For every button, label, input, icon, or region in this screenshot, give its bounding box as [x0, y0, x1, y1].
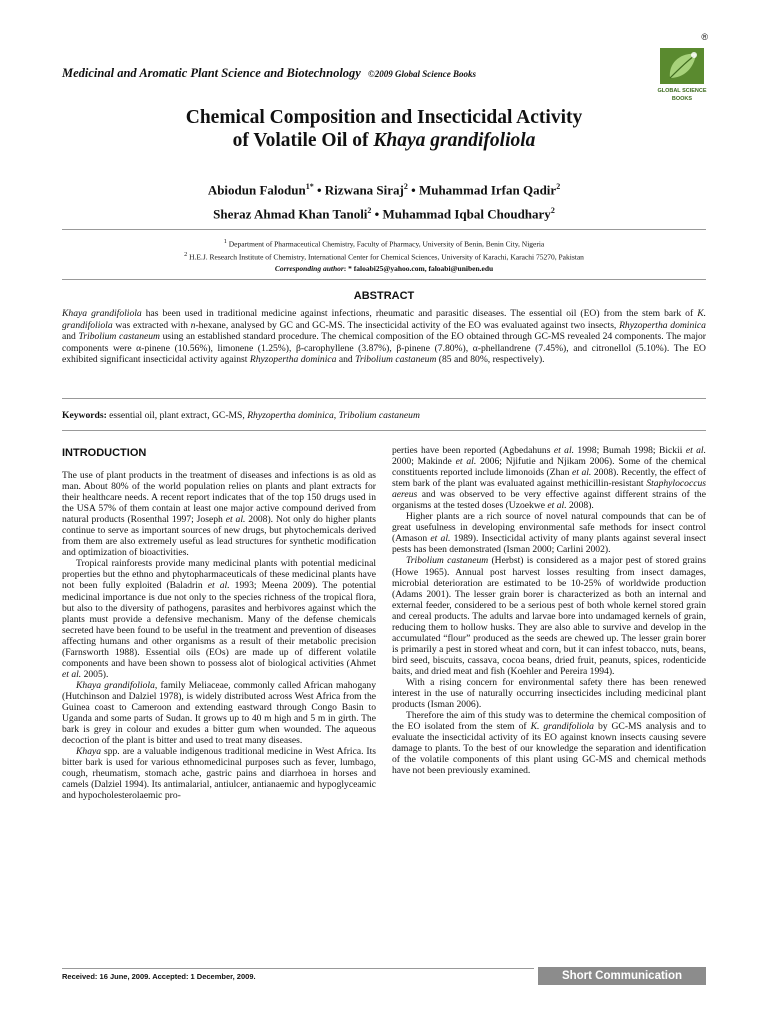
- logo-emblem: [660, 48, 704, 84]
- text-run: The use of plant products in the treatment of diseases and infections is as old as man. About 80% of the world population relies on plants and plant extracts for their healthcare needs. A recent report indicates that of the top 150 drugs used in the USA 57% of them contain at least one major active compound derived from natural products (Rosenthal 1997; Joseph: [62, 470, 376, 526]
- text-run: perties have been reported (Agbedahuns: [392, 445, 554, 456]
- italic-text: Tribolium castaneum: [355, 354, 437, 365]
- author-name: Rizwana Siraj: [324, 182, 404, 198]
- paragraph: [392, 710, 706, 776]
- text-run: ,: [333, 410, 339, 421]
- article-type-badge: Short Communication: [538, 967, 706, 985]
- text-run: 2000; Makinde: [392, 456, 456, 468]
- journal-copyright: ©2009 Global Science Books: [367, 69, 476, 79]
- paragraph: [392, 445, 706, 511]
- italic-text: Staphylococcus aereus: [392, 478, 706, 501]
- author-line-1: [60, 176, 708, 200]
- paragraph: [62, 558, 376, 680]
- italic-text: Tribolium castaneum: [78, 331, 160, 342]
- registered-mark: ®: [701, 32, 708, 42]
- keywords-label: Keywords:: [62, 410, 107, 421]
- text-run: by GC-MS analysis and to evaluate the insecticidal activity of its EO against known insects causing severe damage to plants. To the best of our knowledge the separation and identification of the volatile components of this plant using GC-MS and chemical methods have not been previously examined.: [392, 721, 706, 777]
- affiliation-number: 1: [223, 238, 227, 245]
- italic-text: et al.: [572, 467, 592, 479]
- italic-text: Tribolium castaneum: [338, 410, 420, 421]
- affiliation-number: 2: [184, 251, 188, 258]
- title-line-2: [60, 129, 708, 152]
- text-run: 2008).: [566, 500, 594, 512]
- text-run: Therefore the aim of this study was to determine the chemical composition of the EO isolated from the stem of: [392, 710, 706, 733]
- italic-text: Khaya: [76, 746, 102, 758]
- header-divider: [62, 229, 706, 230]
- paragraph: [392, 555, 706, 677]
- title-line-1: Chemical Composition and Insecticidal Activity: [185, 107, 583, 128]
- text-run: using an established standard procedure. The chemical composition of the EO obtained through GC-MS revealed 24 components. The major components were α-pinene (10.56%), limonene (1.25%), β-carophyllene (3.87%), β-pinene (7.80%), α-phellandrene (7.45%), and citronellol (5.10%). The EO exhibited significant insecticidal activity against: [62, 331, 706, 365]
- author-affiliation-mark: 2: [403, 182, 408, 191]
- affiliation-2: [62, 249, 706, 264]
- abstract-body: [62, 308, 706, 366]
- logo-text-line1: GLOBAL SCIENCE: [657, 88, 707, 94]
- author-affiliation-mark: 2: [367, 206, 372, 216]
- text-run: and: [336, 354, 356, 365]
- italic-text: Khaya grandifoliola: [62, 308, 142, 319]
- keywords: [62, 410, 706, 421]
- author-name: Muhammad Irfan Qadir: [418, 182, 557, 198]
- text-run: essential oil, plant extract, GC-MS,: [106, 410, 248, 421]
- italic-text: et al.: [62, 668, 82, 680]
- italic-text: n: [190, 319, 196, 331]
- leaf-icon: [660, 48, 704, 84]
- keywords-list: [107, 410, 420, 421]
- text-run: and was observed to be very effective against different strains of the organisms at the tested doses (Uzoekwe: [392, 489, 706, 512]
- body-divider: [62, 430, 706, 431]
- italic-text: et al.: [685, 445, 706, 456]
- title-line-2-prefix: of Volatile Oil of: [232, 130, 374, 151]
- text-run: 2008). Recently, the effect of stem bark of the plant was evaluated against methicillin-resistant: [392, 467, 707, 490]
- abstract-heading: ABSTRACT: [353, 290, 415, 302]
- author-separator: •: [371, 206, 383, 222]
- affiliation-text: H.E.J. Research Institute of Chemistry, International Center for Chemical Sciences, University of Karachi, Karachi 75270, Pakistan: [189, 252, 584, 262]
- text-run: (85 and 80%, respectively).: [436, 354, 545, 365]
- author-separator: •: [407, 182, 419, 198]
- italic-text: et al.: [207, 580, 230, 592]
- text-run: spp. are a valuable indigenous traditional medicine in West Africa. Its bitter bark is used for various ethnomedicinal purposes such as fever, lumbago, cough, rheumatism, stomach ache, gastric pains and diarrhoea in horses and camels (Dalziel 1994). Its antimalarial, antiulcer, antianaemic and hypoglyceamic and hypocholesterolaemic pro-: [62, 746, 376, 802]
- footer-divider: [62, 968, 534, 969]
- introduction-heading: INTRODUCTION: [62, 447, 147, 459]
- text-run: 2008). Not only do higher plants continue to serve as important sources of new drugs, but phytochemicals derived from them are also extremely useful as lead structures for synthetic modification and optimization of bioactivities.: [62, 514, 377, 559]
- italic-text: et al.: [430, 533, 451, 545]
- text-run: was extracted with: [112, 319, 191, 331]
- paragraph: [62, 746, 376, 801]
- text-run: , family Meliaceae, commonly called African mahogany (Hutchinson and Dalziel 1978), is widely distributed across West Africa from the Guinea coast to Cameroon and extending eastward through Congo Basin to Uganda and some parts of Sudan. It grows up to 40 m high and 5 m in girth. The bark is grey in colour and exudes a bitter gum when wounded. The aqueous decoction of the plant is bitter and used to treat many diseases.: [62, 679, 376, 747]
- corresponding-emails: : * faloabi25@yahoo.com, faloabi@uniben.edu: [343, 264, 494, 273]
- corresponding-author: [62, 264, 706, 273]
- text-run: With a rising concern for environmental safety there has been renewed interest in the use of naturally occurring insecticides including medicinal plant products (Isman 2006).: [392, 676, 706, 711]
- logo-text-line2: BOOKS: [671, 96, 693, 102]
- text-run: Higher plants are a rich source of novel natural compounds that can be of great usefulness in developing environmental safe methods for insect control (Amason: [392, 511, 706, 545]
- italic-text: et al.: [225, 514, 246, 526]
- body-column-right: [392, 445, 706, 776]
- author-name: Sheraz Ahmad Khan Tanoli: [213, 206, 368, 222]
- author-list: [60, 176, 708, 225]
- author-affiliation-mark: 2: [550, 206, 555, 216]
- italic-text: Rhyzopertha dominica: [249, 354, 337, 365]
- author-affiliation-mark: 2: [556, 182, 561, 191]
- author-name: Muhammad Iqbal Choudhary: [382, 206, 551, 222]
- paragraph: [392, 677, 706, 710]
- text-run: -hexane, analysed by GC and GC-MS. The insecticidal activity of the EO was evaluated against two insects,: [195, 319, 620, 331]
- text-run: 1993; Meena 2009). The potential medicinal importance is due not only to the species richness of the tropical flora, but also to the diversity of pathogens, parasites and herbivores against which the plants must provide a defensive mechanism. Many of the defense chemicals secreted have been found to be useful in the treatment and prevention of diseases affecting humans and other organisms as a result of their metabolic precision (Farnsworth 1988). Essential oils (EOs) are made up of different volatile components and have been shown to possess alot of biological activities (Ahmet: [62, 580, 376, 669]
- italic-text: et al.: [455, 456, 477, 468]
- keywords-divider: [62, 398, 706, 399]
- italic-text: Rhyzopertha dominica: [619, 319, 706, 331]
- paragraph: [62, 470, 376, 558]
- publisher-logo: [656, 32, 708, 116]
- journal-name: Medicinal and Aromatic Plant Science and Biotechnology: [62, 66, 361, 80]
- italic-text: Tribolium castaneum: [406, 555, 489, 567]
- text-run: 2005).: [81, 668, 109, 680]
- corresponding-label: Corresponding author: [274, 264, 344, 273]
- abstract-divider: [62, 279, 706, 280]
- italic-text: et al.: [547, 500, 567, 512]
- italic-text: Rhyzopertha dominica: [247, 410, 334, 421]
- text-run: (Herbst) is considered as a major pest of stored grains (Howe 1965). Annual post harvest losses resulting from insect damages, microbial deterioration are estimated to be 10-25% of worldwide production (Adams 2001). The lesser grain borer is characterized as both an internal and external feeder, considered to be a serious pest of both whole kernel stored grain and cereal products. The adults and larvae bore into undamaged kernels of grain, reducing them to hollow husks. They are also able to survive and develop in the accumulated “flour” produced as the seeds are chewed up. The lesser grain borer is primarily a pest in stored wheat and corn, but it can infest tobacco, nuts, beans, bird seed, biscuits, cassava, cocoa beans, dried fruit, peanuts, spices, rodenticide baits, and dried meat and fish (Koehler and Pereira 1994).: [392, 555, 706, 677]
- paper-title: [60, 106, 708, 152]
- author-line-2: [60, 200, 708, 224]
- italic-text: K. grandifoliola: [62, 308, 707, 331]
- italic-text: K. grandifoliola: [530, 721, 594, 733]
- text-run: 1998; Bumah 1998; Bickii: [574, 445, 686, 456]
- text-run: and: [62, 331, 79, 342]
- paragraph: [62, 680, 376, 746]
- italic-text: Khaya grandifoliola: [76, 679, 155, 691]
- author-affiliation-mark: 1*: [305, 182, 314, 191]
- affiliation-text: Department of Pharmaceutical Chemistry, Faculty of Pharmacy, University of Benin, Benin City, Nigeria: [228, 239, 545, 249]
- italic-text: et al.: [553, 445, 575, 456]
- text-run: 2006; Njifutie and Njikam 2006). Some of the chemical constituents reported include limonoids (Zhan: [392, 456, 706, 479]
- text-run: has been used in traditional medicine against infections, rheumatic and parasitic diseases. The essential oil (EO) from the stem bark of: [141, 308, 698, 319]
- received-dates: Received: 16 June, 2009. Accepted: 1 December, 2009.: [62, 972, 256, 981]
- paragraph: [392, 511, 706, 555]
- text-run: Tropical rainforests provide many medicinal plants with potential medicinal properties but the ethno and phytopharmaceuticals of these medicinal plants have not been fully exploited (Baladrin: [62, 558, 376, 592]
- journal-header: [62, 66, 476, 81]
- author-separator: •: [313, 182, 325, 198]
- text-run: 1989). Insecticidal activity of many plants against several insect pests has been demonstrated (Isman 2000; Carlini 2002).: [392, 533, 706, 556]
- author-name: Abiodun Falodun: [207, 182, 306, 198]
- body-column-left: [62, 470, 376, 801]
- title-species: Khaya grandifoliola: [373, 130, 536, 151]
